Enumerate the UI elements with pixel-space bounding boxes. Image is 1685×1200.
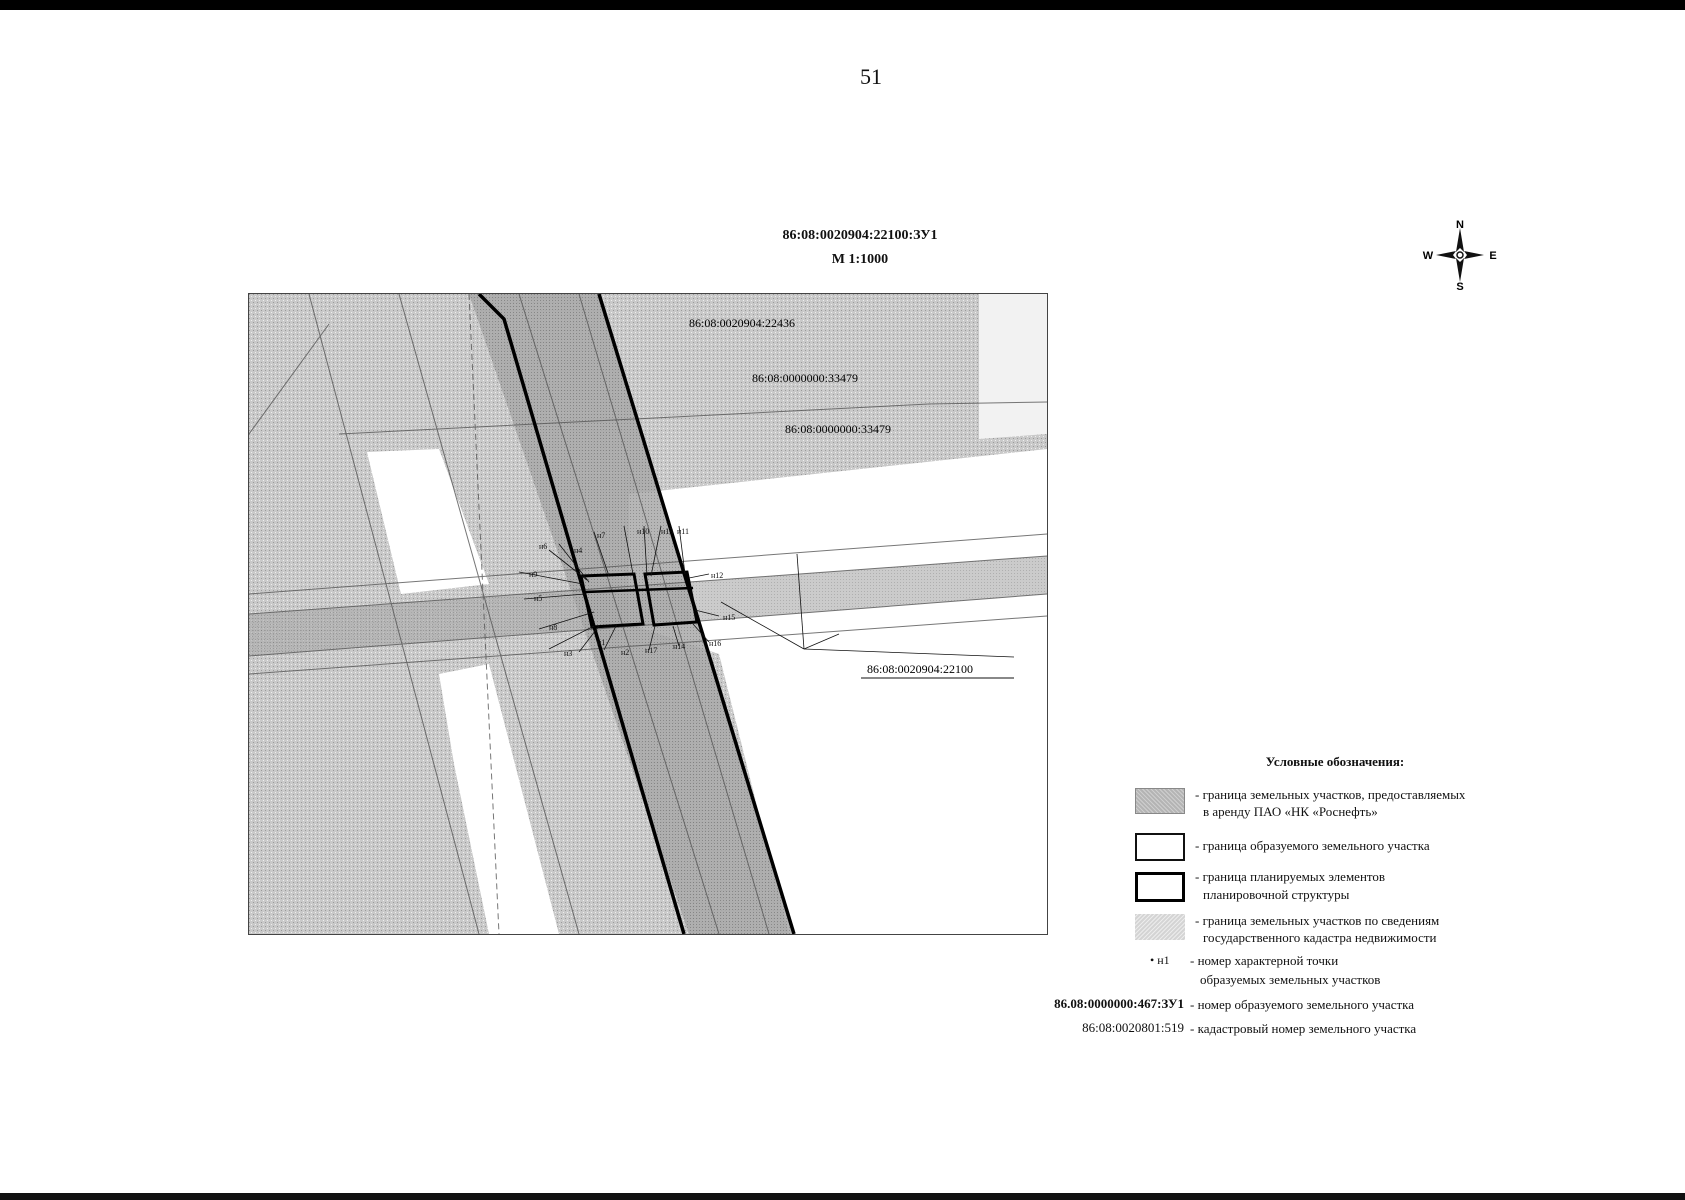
point-label-n17: н17 [645,646,658,655]
legend-row-point [1020,952,1660,992]
legend-row-cadastral-number [1020,1020,1660,1042]
rented-parcel-swatch [1135,788,1185,814]
legend-text-planning-2: планировочной структуры [1203,887,1350,902]
map-drawing [249,294,1047,934]
legend-text-cadastre-1: - граница земельных участков по сведениям [1195,913,1440,928]
compass-w-label: W [1422,250,1434,262]
point-label-n4: н4 [574,546,583,555]
legend-text-point-2: образуемых земельных участков [1200,972,1381,987]
parcel-label-33479-a: 86:08:0000000:33479 [752,371,859,385]
compass-s-label: S [1456,281,1464,290]
compass-icon [1420,220,1500,290]
cadastre-parcel-swatch [1135,914,1185,940]
legend-row-cadastre [1020,910,1660,950]
point-label-n15: н15 [723,613,736,622]
legend-row-formed-parcel [1020,833,1660,863]
point-marker-sample [1150,953,1190,968]
point-label-n5: н5 [534,594,543,603]
parcel-label-22436: 86:08:0020904:22436 [689,316,796,330]
scan-bottom-edge [0,1193,1685,1200]
plan-map [248,293,1048,935]
parcel-label-33479-b: 86:08:0000000:33479 [785,422,892,436]
point-label-n8: н8 [549,623,558,632]
point-label-n7: н7 [597,531,606,540]
plan-scale: М 1:1000 [831,252,889,267]
legend-row-rented-parcels [1020,786,1660,826]
formed-number-sample: 86.08:0000000:467:ЗУ1 [1054,996,1184,1011]
planning-boundary-swatch [1135,872,1185,902]
point-label-n3: н3 [564,649,573,658]
point-label-n14: н14 [673,642,686,651]
legend-text-cadastral-number: - кадастровый номер земельного участка [1190,1021,1417,1036]
point-label-n13: н13 [661,527,674,536]
compass-rose [1420,220,1500,290]
parcel-label-22100: 86:08:0020904:22100 [867,662,974,676]
point-dot-icon: • [1150,953,1158,967]
legend-text-rented-2: в аренду ПАО «НК «Роснефть» [1203,804,1378,819]
point-label-n10: н10 [637,527,650,536]
point-marker-label: н1 [1157,953,1170,967]
legend-row-planning [1020,868,1660,908]
compass-n-label: N [1456,220,1464,231]
formed-parcel-swatch [1135,833,1185,861]
legend [1020,752,1660,1052]
white-zone-top-right [979,294,1047,439]
point-label-n12: н12 [711,571,724,580]
legend-row-formed-number [1020,996,1660,1018]
page-number: 51 [860,64,882,89]
legend-text-cadastre-2: государственного кадастра недвижимости [1203,930,1437,945]
legend-text-point-1: - номер характерной точки [1190,953,1339,968]
legend-text-planning-1: - граница планируемых элементов [1195,869,1386,884]
legend-text-formed-number: - номер образуемого земельного участка [1190,997,1415,1012]
point-label-n16: н16 [709,639,722,648]
legend-text-formed: - граница образуемого земельного участка [1195,838,1430,853]
point-label-n11: н11 [677,527,689,536]
scan-top-edge [0,0,1685,10]
point-label-n2: н2 [621,648,630,657]
point-label-n1: н1 [597,638,606,647]
legend-text-rented-1: - граница земельных участков, предоставляемых [1195,787,1466,802]
compass-e-label: E [1489,250,1497,262]
point-label-n6: н6 [539,542,548,551]
cadastral-number-sample: 86:08:0020801:519 [1082,1020,1184,1035]
plan-title: 86:08:0020904:22100:ЗУ1 [782,228,938,243]
legend-title: Условные обозначения: [1265,754,1405,769]
point-label-n9: н9 [529,570,538,579]
